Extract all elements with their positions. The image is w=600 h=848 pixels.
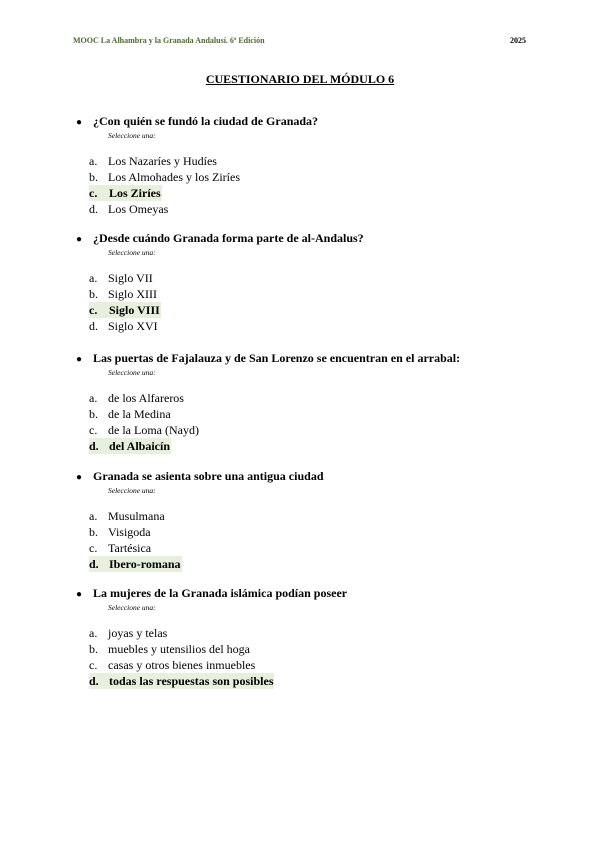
option-item: [89, 508, 526, 524]
option-letter: b.: [89, 170, 98, 184]
option-item: [89, 422, 526, 438]
option-item: [89, 318, 526, 334]
bullet-icon: ●: [76, 117, 83, 128]
option-text: del Albaicín: [109, 439, 171, 453]
option-list: [89, 625, 526, 689]
option-letter: d.: [89, 202, 98, 216]
option-text: Siglo VII: [108, 271, 153, 285]
page-title: CUESTIONARIO DEL MÓDULO 6: [205, 72, 395, 86]
question-heading: [76, 231, 526, 247]
option-correct: [89, 673, 526, 689]
question-heading: [76, 586, 526, 602]
question-block: [76, 586, 526, 689]
option-list: [89, 508, 526, 572]
option-correct: [89, 302, 526, 318]
option-text: Visigoda: [108, 525, 151, 539]
option-item: [89, 169, 526, 185]
option-text: Siglo VIII: [109, 303, 160, 317]
option-text: Siglo XVI: [108, 319, 158, 333]
question-text: ¿Desde cuándo Granada forma parte de al-Andalus?: [93, 231, 364, 245]
option-item: [89, 406, 526, 422]
option-item: [89, 540, 526, 556]
option-text: Ibero-romana: [109, 557, 181, 571]
question-instruction: Seleccione una:: [108, 368, 156, 377]
option-correct: [89, 438, 526, 454]
option-list: [89, 153, 526, 217]
question-block: [76, 351, 526, 454]
option-letter: c.: [89, 423, 98, 437]
option-letter: a.: [89, 391, 98, 405]
option-item: [89, 641, 526, 657]
option-text: casas y otros bienes inmuebles: [108, 658, 256, 672]
option-letter: c.: [89, 302, 108, 318]
bullet-icon: ●: [76, 589, 83, 600]
question-instruction: Seleccione una:: [108, 248, 156, 257]
question-instruction: Seleccione una:: [108, 486, 156, 495]
bullet-icon: ●: [76, 354, 83, 365]
bullet-icon: ●: [76, 234, 83, 245]
option-letter: a.: [89, 626, 98, 640]
question-block: [76, 469, 526, 572]
question-instruction: Seleccione una:: [108, 131, 156, 140]
option-text: Los Almohades y los Ziríes: [108, 170, 240, 184]
option-correct: [89, 556, 526, 572]
option-letter: d.: [89, 438, 108, 454]
option-letter: a.: [89, 154, 98, 168]
question-heading: [76, 114, 526, 130]
option-letter: d.: [89, 319, 98, 333]
option-correct: [89, 185, 526, 201]
option-text: Los Omeyas: [108, 202, 169, 216]
option-text: Musulmana: [108, 509, 165, 523]
question-instruction: Seleccione una:: [108, 603, 156, 612]
option-text: de la Loma (Nayd): [108, 423, 199, 437]
option-letter: c.: [89, 541, 98, 555]
page-header: [73, 36, 526, 45]
bullet-icon: ●: [76, 472, 83, 483]
option-text: joyas y telas: [108, 626, 168, 640]
option-letter: d.: [89, 673, 108, 689]
option-item: [89, 524, 526, 540]
option-item: [89, 270, 526, 286]
question-text: La mujeres de la Granada islámica podían poseer: [93, 586, 348, 600]
option-item: [89, 153, 526, 169]
option-text: Los Ziríes: [109, 186, 161, 200]
option-text: Siglo XIII: [108, 287, 157, 301]
header-year: 2025: [510, 36, 526, 45]
option-item: [89, 390, 526, 406]
option-text: Los Nazaríes y Hudíes: [108, 154, 217, 168]
question-heading: [76, 351, 526, 367]
option-text: de la Medina: [108, 407, 171, 421]
option-text: muebles y utensilios del hoga: [108, 642, 250, 656]
option-letter: c.: [89, 658, 98, 672]
option-list: [89, 390, 526, 454]
option-letter: b.: [89, 642, 98, 656]
option-letter: b.: [89, 407, 98, 421]
option-item: [89, 625, 526, 641]
option-item: [89, 201, 526, 217]
question-text: ¿Con quién se fundó la ciudad de Granada?: [93, 114, 319, 128]
option-letter: d.: [89, 556, 108, 572]
option-text: todas las respuestas son posibles: [109, 674, 274, 688]
option-text: Tartésica: [108, 541, 152, 555]
option-letter: b.: [89, 525, 98, 539]
question-block: [76, 231, 526, 334]
option-item: [89, 286, 526, 302]
course-title: MOOC La Alhambra y la Granada Andalusí. 6ª Edición: [73, 36, 265, 45]
option-letter: b.: [89, 287, 98, 301]
option-letter: a.: [89, 509, 98, 523]
question-heading: [76, 469, 526, 485]
option-letter: c.: [89, 185, 108, 201]
question-block: [76, 114, 526, 217]
option-letter: a.: [89, 271, 98, 285]
question-text: Granada se asienta sobre una antigua ciudad: [93, 469, 324, 483]
option-item: [89, 657, 526, 673]
option-text: de los Alfareros: [108, 391, 184, 405]
question-text: Las puertas de Fajalauza y de San Lorenzo se encuentran en el arrabal:: [93, 351, 461, 365]
option-list: [89, 270, 526, 334]
